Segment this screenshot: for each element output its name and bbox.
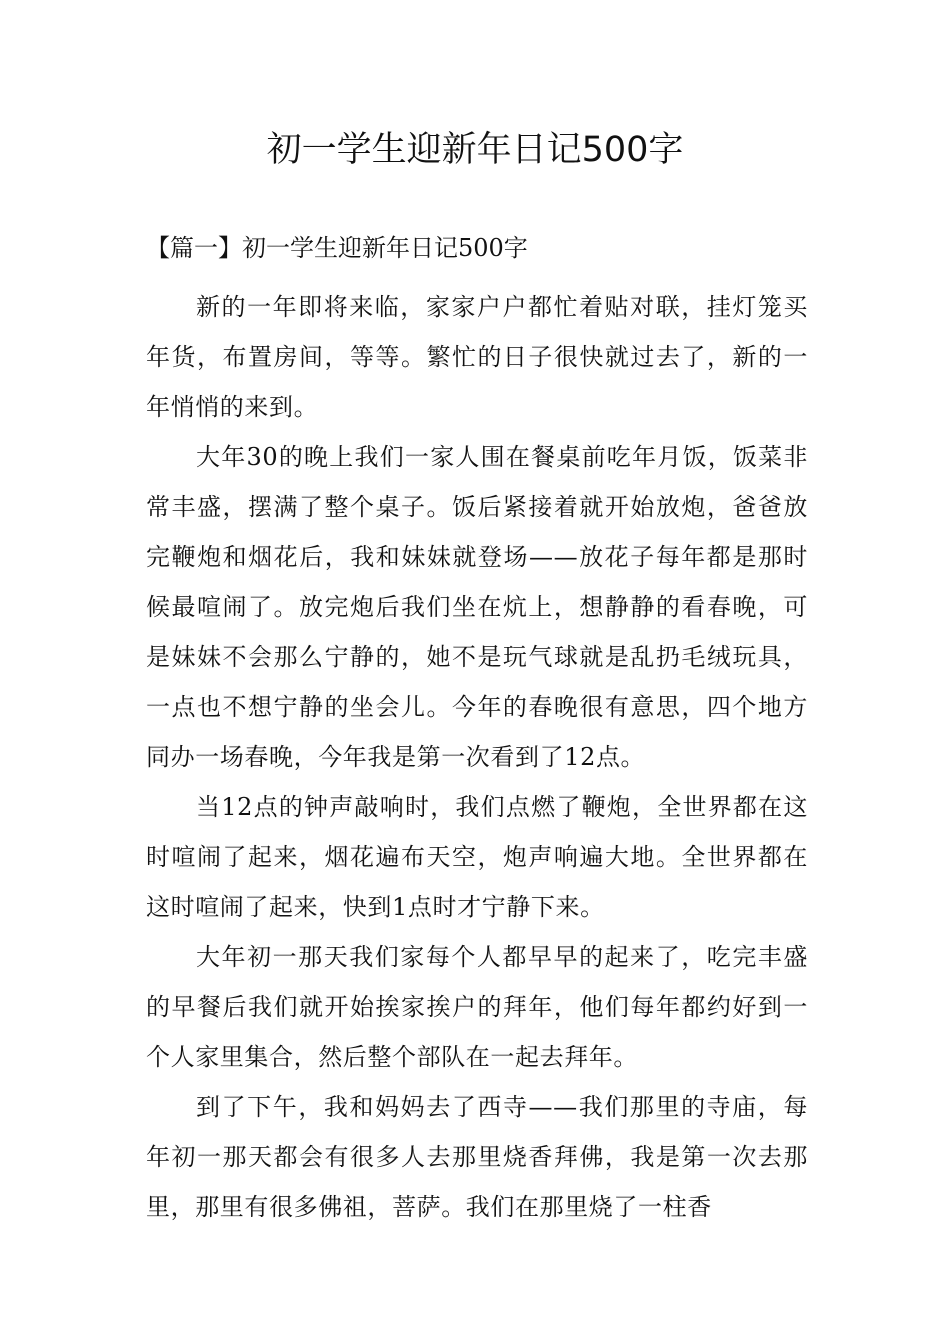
paragraph: 大年30的晚上我们一家人围在餐桌前吃年月饭，饭菜非常丰盛，摆满了整个桌子。饭后紧接着就开始放炮，爸爸放完鞭炮和烟花后，我和妹妹就登场——放花子每年都是那时候最喧闹了。放完炮后我们坐在炕上，想静静的看春晚，可是妹妹不会那么宁静的，她不是玩气球就是乱扔毛绒玩具，一点也不想宁静的坐会儿。今年的春晚很有意思，四个地方同办一场春晚，今年我是第一次看到了12点。	[146, 443, 808, 771]
paragraph: 当12点的钟声敲响时，我们点燃了鞭炮，全世界都在这时喧闹了起来，烟花遍布天空，炮声响遍大地。全世界都在这时喧闹了起来，快到1点时才宁静下来。	[146, 793, 808, 921]
body-text	[146, 282, 808, 1232]
paragraph: 大年初一那天我们家每个人都早早的起来了，吃完丰盛的早餐后我们就开始挨家挨户的拜年，他们每年都约好到一个人家里集合，然后整个部队在一起去拜年。	[146, 943, 808, 1071]
paragraph: 到了下午，我和妈妈去了西寺——我们那里的寺庙，每年初一那天都会有很多人去那里烧香拜佛，我是第一次去那里，那里有很多佛祖，菩萨。我们在那里烧了一柱香	[146, 1093, 808, 1221]
document-title: 初一学生迎新年日记500字	[266, 130, 684, 170]
paragraph: 新的一年即将来临，家家户户都忙着贴对联，挂灯笼买年货，布置房间，等等。繁忙的日子很快就过去了，新的一年悄悄的来到。	[146, 293, 808, 421]
section-heading: 【篇一】初一学生迎新年日记500字	[146, 234, 528, 262]
